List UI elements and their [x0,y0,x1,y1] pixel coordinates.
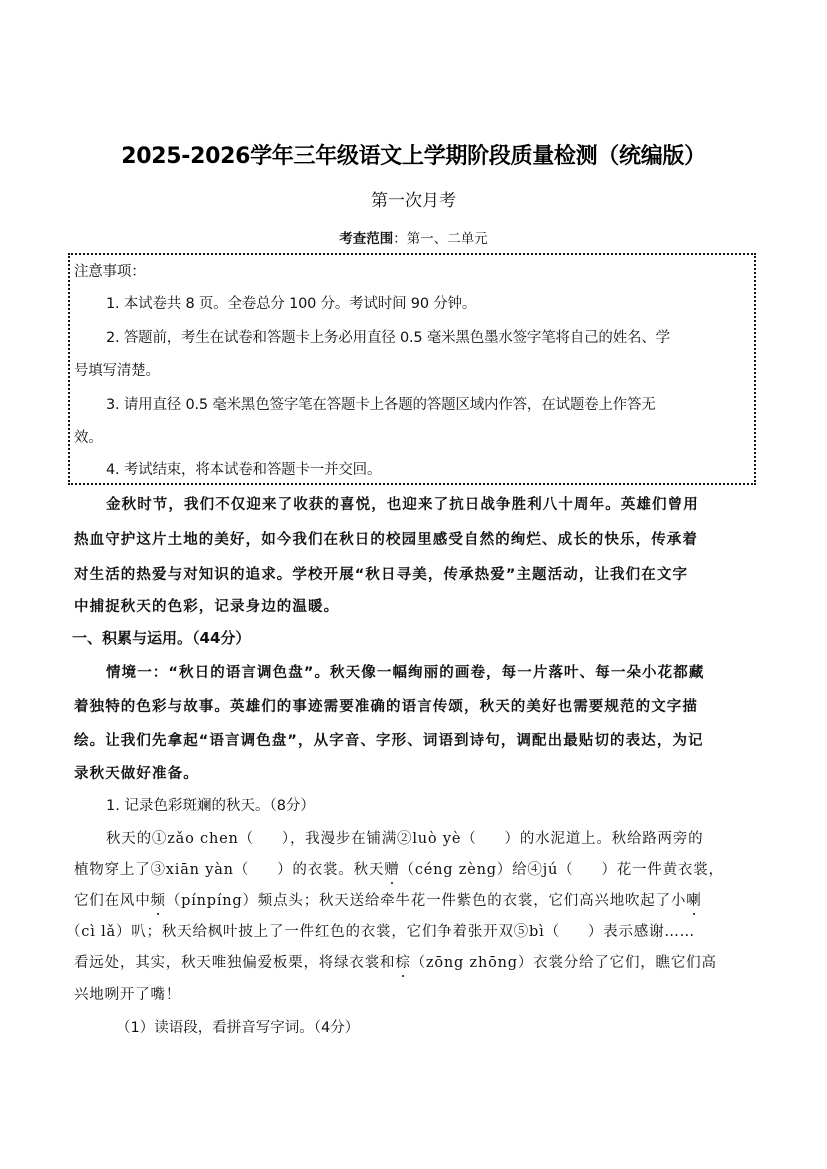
passage-text: ）表示感谢…… [587,924,695,940]
intro-paragraph-line: 对生活的热爱与对知识的追求。学校开展“秋日寻美，传承热爱”主题活动，让我们在文字 [74,567,689,583]
passage-text: 秋天的①zǎo chen（ [106,831,254,847]
passage-text: （pínpíng）频点头；秋天送给牵牛花一件紫色的衣裳，它们高兴地吹起了小 [165,893,687,909]
notice-item-continued: 效。 [74,430,103,446]
marked-character: 赠 [384,862,400,878]
passage-line: 兴地咧开了嘴！ [74,987,182,1003]
intro-paragraph-line: 热血守护这片土地的美好，如今我们在秋日的校园里感受自然的绚烂、成长的快乐，传承着 [74,532,698,548]
passage-text: （zōng zhōng）衣裳分给了它们，瞧它们高 [410,955,717,971]
passage-text: 它们在风中 [74,893,151,909]
notice-heading: 注意事项： [74,264,146,280]
passage-line [74,860,724,880]
sub-question-label: （1）读语段，看拼音写字词。（4分） [116,1020,360,1036]
passage-text: ）的水泥道上。秋给路两旁的 [504,831,704,847]
notice-item: 1. 本试卷共 8 页。全卷总分 100 分。考试时间 90 分钟。 [106,296,477,312]
exam-subtitle: 第一次月考 [371,191,456,211]
passage-text: （cì lǎ）叭；秋天给枫叶披上了一件红色的衣裳，它们争着张开双⑤bì（ [66,924,560,940]
marked-character: 频 [150,893,166,909]
notice-item: 3. 请用直径 0.5 毫米黑色签字笔在答题卡上各题的答题区域内作答，在试题卷上作答无 [106,397,656,413]
passage-text: 植物穿上了③xiān yàn（ [74,862,250,878]
passage-line [66,922,695,942]
marked-character: 棕 [395,955,411,971]
notice-item: 2. 答题前，考生在试卷和答题卡上务必用直径 0.5 毫米黑色墨水签字笔将自己的姓名、学 [106,330,670,346]
scope-separator: ： [393,231,407,247]
passage-text: （céng zèng）给④jú（ [399,862,574,878]
passage-line [106,829,703,849]
scenario-line: 着独特的色彩与故事。英雄们的事迹需要准确的语言传颂，秋天的美好也需要规范的文字描 [74,699,698,715]
scenario-line: 绘。让我们先拿起“语言调色盘”，从字音、字形、词语到诗句，调配出最贴切的表达，为记 [74,733,704,749]
passage-text: 看远处，其实，秋天唯独偏爱板栗，将绿衣裳和 [74,955,396,971]
passage-text: ）的衣裳。秋天 [277,862,385,878]
section-heading: 一、积累与运用。（44分） [72,629,251,647]
passage-text: ）花一件黄衣裳， [601,862,724,878]
notice-box [68,253,756,485]
intro-paragraph-line: 中捕捉秋天的色彩，记录身边的温暖。 [74,599,340,615]
question-label: 1. 记录色彩斑斓的秋天。（8分） [106,798,315,814]
passage-line [74,891,702,911]
intro-paragraph-line: 金秋时节，我们不仅迎来了收获的喜悦，也迎来了抗日战争胜利八十周年。英雄们曾用 [106,497,699,513]
scenario-line: 情境一：“秋日的语言调色盘”。秋天像一幅绚丽的画卷，每一片落叶、每一朵小花都藏 [106,665,705,681]
marked-character: 喇 [686,893,702,909]
scope-value: 第一、二单元 [406,231,488,247]
notice-item: 4. 考试结束，将本试卷和答题卡一并交回。 [106,462,382,478]
scenario-line: 录秋天做好准备。 [74,766,199,782]
exam-scope [0,227,827,247]
passage-line [74,953,717,973]
scope-label: 考查范围 [339,231,394,247]
passage-text: ），我漫步在铺满②luò yè（ [281,831,477,847]
exam-title: 2025-2026学年三年级语文上学期阶段质量检测（统编版） [121,144,706,169]
notice-item-continued: 号填写清楚。 [74,363,160,379]
